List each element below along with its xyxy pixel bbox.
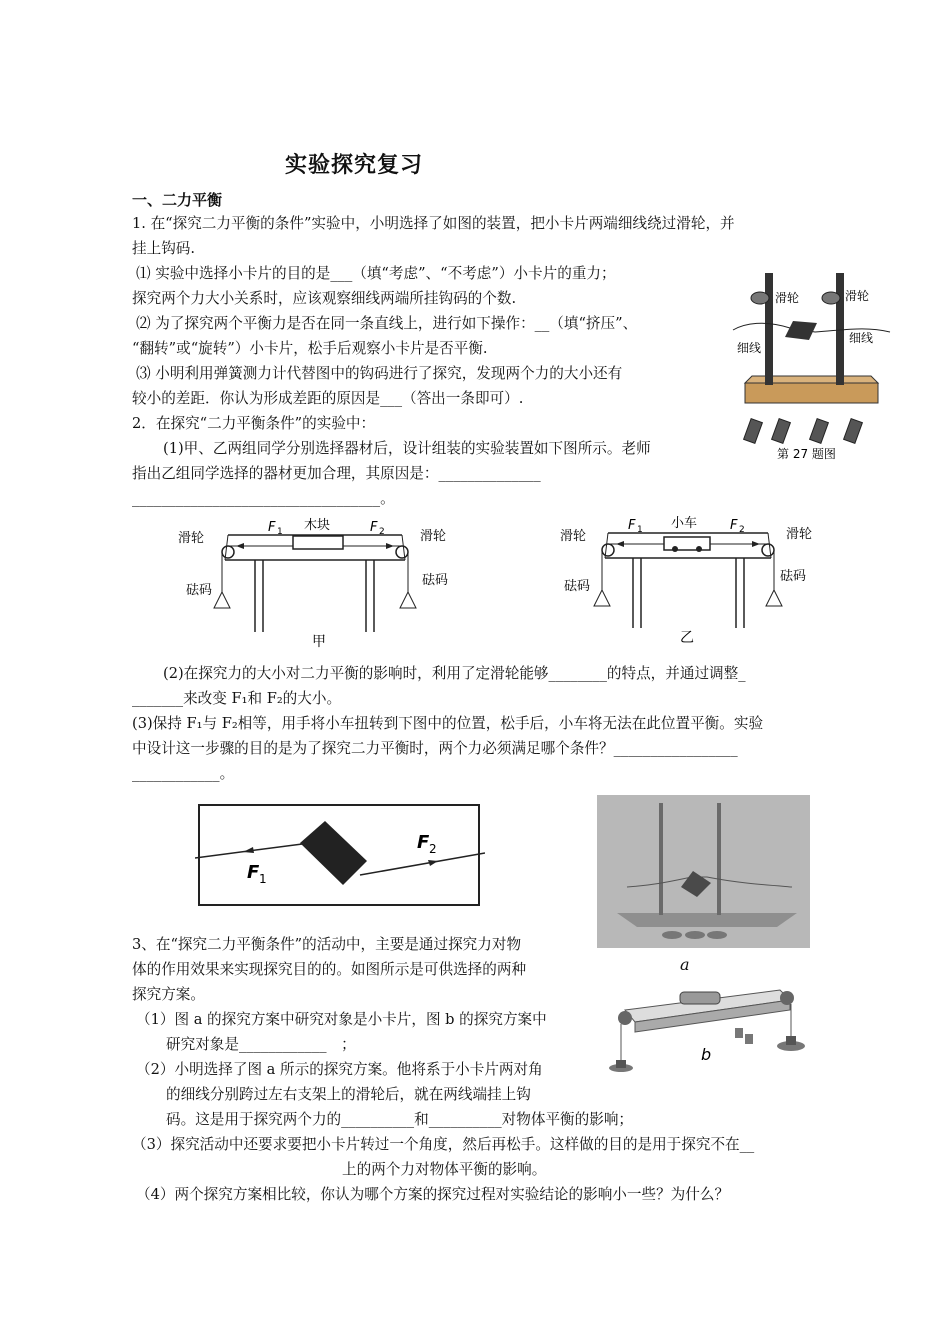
yi-block-label: 小车	[671, 516, 698, 531]
q1-part3b: 较小的差距．你认为形成差距的原因是___（答出一条即可）.	[132, 390, 524, 407]
q2-line1: 2．在探究“二力平衡条件”的实验中：	[132, 415, 376, 432]
jia-weight-right-label: 砝码	[422, 573, 449, 588]
jia-f1-subscript: 1	[277, 527, 283, 537]
jia-f1-label: F	[268, 520, 276, 535]
fig27-pulley-left-label: 滑轮	[775, 291, 800, 305]
jia-block-label: 木块	[304, 518, 331, 533]
fig27-thread-right-label: 细线	[849, 331, 874, 345]
q2-part1a: (1)甲、乙两组同学分别选择器材后，设计组装的实验装置如下图所示。老师	[163, 440, 651, 457]
jia-figure-label: 甲	[312, 634, 326, 650]
figure-27	[725, 268, 915, 463]
page-title: 实验探究复习	[285, 153, 424, 178]
fig27-thread-left-label: 细线	[737, 341, 762, 355]
jia-weight-left-label: 砝码	[186, 583, 213, 598]
photo-a	[597, 795, 810, 948]
q1-part2b: “翻转”或“旋转”）小卡片，松手后观察小卡片是否平衡.	[132, 340, 488, 357]
q2-part2b: _______来改变 F₁和 F₂的大小。	[132, 690, 342, 707]
jia-f2-subscript: 2	[379, 527, 385, 537]
yi-f1-subscript: 1	[637, 525, 643, 535]
q1-part3a: ⑶ 小明利用弹簧测力计代替图中的钩码进行了探究，发现两个力的大小还有	[136, 365, 623, 382]
photo-a-label: a	[680, 955, 690, 974]
figure-b-label: b	[701, 1045, 712, 1064]
jia-f2-label: F	[370, 520, 378, 535]
q1-part1b: 探究两个力大小关系时，应该观察细线两端所挂钩码的个数.	[132, 290, 517, 307]
q2-part2a: (2)在探究力的大小对二力平衡的影响时，利用了定滑轮能够________的特点，并通过调整_	[163, 665, 746, 682]
yi-f2-label: F	[730, 518, 738, 533]
yi-weight-right-label: 砝码	[780, 569, 807, 584]
section-heading: 一、二力平衡	[132, 191, 223, 209]
q3-part4: （4）两个探究方案相比较，你认为哪个方案的探究过程对实验结论的影响小一些？为什么？	[136, 1186, 730, 1203]
q3-line1: 3、在“探究二力平衡条件”的活动中，主要是通过探究力对物	[132, 936, 522, 953]
q3-part2b: 的细线分别跨过左右支架上的滑轮后，就在两线端挂上钩	[166, 1086, 531, 1103]
q3-line2: 体的作用效果来实现探究目的的。如图所示是可供选择的两种	[132, 961, 527, 978]
q2-part3a: (3)保持 F₁与 F₂相等，用手将小车扭转到下图中的位置，松手后，小车将无法在此位置平衡。实验	[132, 715, 764, 732]
figure-twist	[195, 803, 485, 908]
twist-f1-subscript: 1	[259, 872, 267, 886]
figure-b	[605, 980, 815, 1080]
q2-part3c: ____________。	[132, 765, 235, 782]
q3-part2a: （2）小明选择了图 a 所示的探究方案。他将系于小卡片两对角	[136, 1061, 543, 1078]
jia-pulley-right-label: 滑轮	[420, 529, 447, 544]
twist-f2-subscript: 2	[429, 842, 437, 856]
q3-part1b: 研究对象是____________ ；	[166, 1036, 356, 1053]
q2-part1c: __________________________________。	[132, 490, 395, 507]
q1-line2: 挂上钩码.	[132, 240, 196, 257]
yi-figure-label: 乙	[680, 630, 694, 646]
q3-part2c: 码。这是用于探究两个力的__________和__________对物体平衡的影响；	[166, 1111, 634, 1128]
yi-pulley-left-label: 滑轮	[560, 529, 587, 544]
twist-f2-label: F	[417, 832, 430, 853]
fig27-pulley-right-label: 滑轮	[845, 289, 870, 303]
yi-f2-subscript: 2	[739, 525, 745, 535]
yi-pulley-right-label: 滑轮	[786, 527, 813, 542]
q3-part1a: （1）图 a 的探究方案中研究对象是小卡片，图 b 的探究方案中	[136, 1011, 547, 1028]
q3-part3b: 上的两个力对物体平衡的影响。	[342, 1161, 547, 1178]
figure-jia	[170, 510, 460, 652]
jia-pulley-left-label: 滑轮	[178, 531, 205, 546]
twist-f1-label: F	[247, 862, 260, 883]
fig27-caption: 第 27 题图	[777, 447, 836, 461]
q3-line3: 探究方案。	[132, 986, 205, 1003]
q1-part2a: ⑵ 为了探究两个平衡力是否在同一条直线上，进行如下操作：__（填“挤压”、	[136, 315, 638, 332]
q3-part3a: （3）探究活动中还要求要把小卡片转过一个角度，然后再松手。这样做的目的是用于探究不在__	[132, 1136, 755, 1153]
q1-line1: 1. 在“探究二力平衡的条件”实验中，小明选择了如图的装置，把小卡片两端细线绕过滑轮，并	[132, 215, 735, 232]
q2-part3b: 中设计这一步骤的目的是为了探究二力平衡时，两个力必须满足哪个条件？_________________	[132, 740, 738, 757]
yi-f1-label: F	[628, 518, 636, 533]
figure-yi	[558, 508, 828, 650]
q2-part1b: 指出乙组同学选择的器材更加合理，其原因是：______________	[132, 465, 541, 482]
q1-part1a: ⑴ 实验中选择小卡片的目的是___（填“考虑”、“不考虑”）小卡片的重力；	[136, 265, 616, 282]
yi-weight-left-label: 砝码	[564, 579, 591, 594]
